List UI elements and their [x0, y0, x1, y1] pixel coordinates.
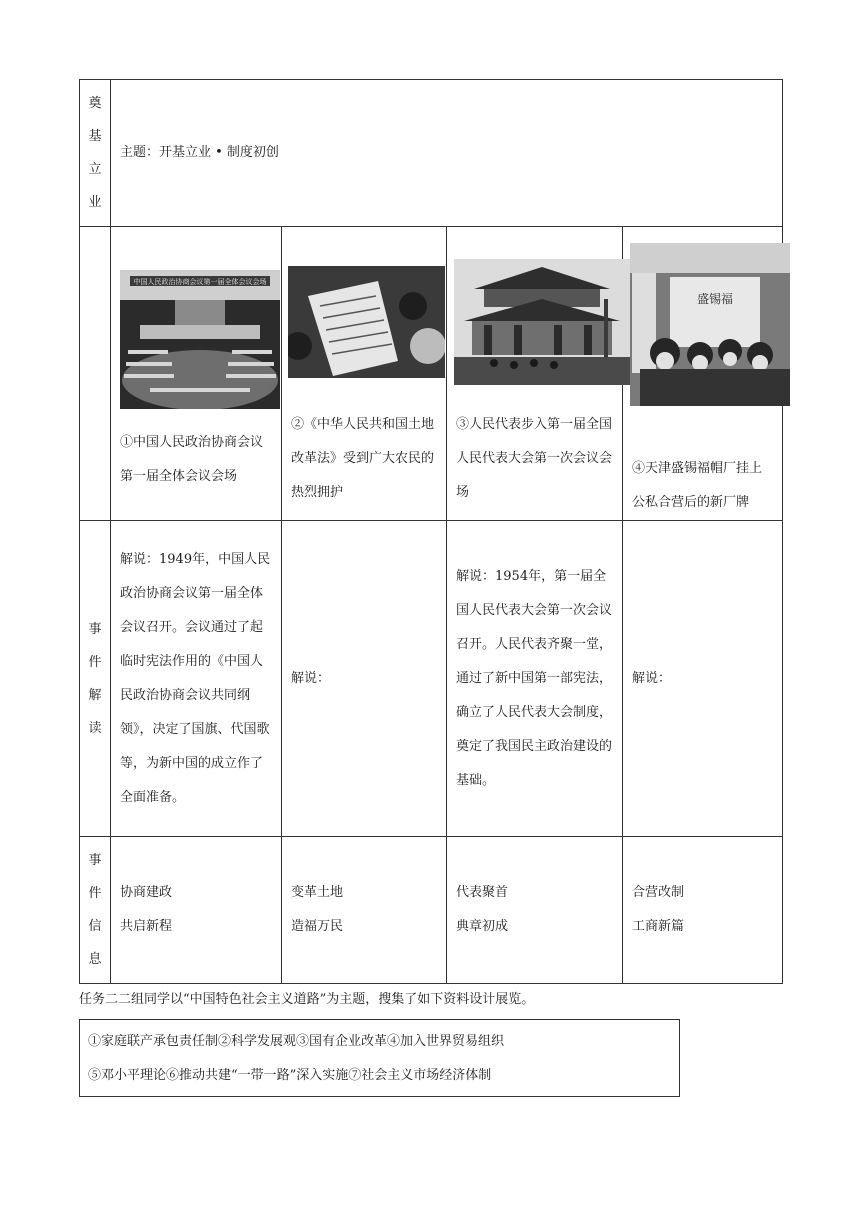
- svg-text:中国人民政治协商会议第一届全体会议会场: 中国人民政治协商会议第一届全体会议会场: [133, 278, 267, 286]
- side-label-interpretation: 事 件 解 读: [80, 521, 111, 837]
- photo-cppcc-session: [120, 270, 280, 409]
- info-cell-2: 变革土地 造福万民: [282, 837, 447, 984]
- photo-caption-3: ③人民代表步入第一届全国人民代表大会第一次会议会场: [456, 417, 613, 500]
- commentary-cell-4: 解说：: [623, 521, 783, 837]
- materials-box: [79, 1019, 680, 1097]
- info-cell-3: 代表聚首 典章初成: [447, 837, 623, 984]
- photo-tianjin-factory: [630, 243, 790, 406]
- theme-cell: [111, 80, 783, 227]
- commentary-cell-1: 解说：1949年，中国人民政治协商会议第一届全体会议召开。会议通过了起临时宪法作用的《中国人民政治协商会议共同纲领》，决定了国旗、代国歌等，为新中国的成立作了全面准备。: [111, 521, 282, 837]
- info-cell-1: 协商建政 共启新程: [111, 837, 282, 984]
- info-cell-4: 合营改制 工商新篇: [623, 837, 783, 984]
- materials-line-1: ①家庭联产承包责任制②科学发展观③国有企业改革④加入世界贸易组织: [88, 1034, 505, 1049]
- commentary-cell-2: 解说：: [282, 521, 447, 837]
- svg-text:盛锡福: 盛锡福: [696, 292, 734, 306]
- empty-side-cell: [80, 227, 111, 521]
- materials-line-2: ⑤邓小平理论⑥推动共建“一带一路”深入实施⑦社会主义市场经济体制: [88, 1068, 492, 1083]
- task-text: 任务二二组同学以“中国特色社会主义道路”为主题，搜集了如下资料设计展览。: [79, 992, 535, 1007]
- side-label-info: 事 件 信 息: [80, 837, 111, 984]
- history-table: [79, 79, 783, 984]
- photo-land-reform: [288, 266, 445, 378]
- photo-caption-4: ④天津盛锡福帽厂挂上公私合营后的新厂牌: [632, 461, 763, 510]
- photo-caption-1: ①中国人民政治协商会议第一届全体会议会场: [120, 435, 264, 484]
- theme-text: 主题：开基立业 • 制度初创: [120, 145, 279, 160]
- commentary-cell-3: 解说：1954年，第一届全国人民代表大会第一次会议召开。人民代表齐聚一堂，通过了新中国第一部宪法，确立了人民代表大会制度，奠定了我国民主政治建设的基础。: [447, 521, 623, 837]
- side-label-foundation: 奠 基 立 业: [80, 80, 111, 227]
- photo-npc-session: [454, 259, 630, 385]
- photo-caption-2: ②《中华人民共和国土地改革法》受到广大农民的热烈拥护: [291, 417, 435, 500]
